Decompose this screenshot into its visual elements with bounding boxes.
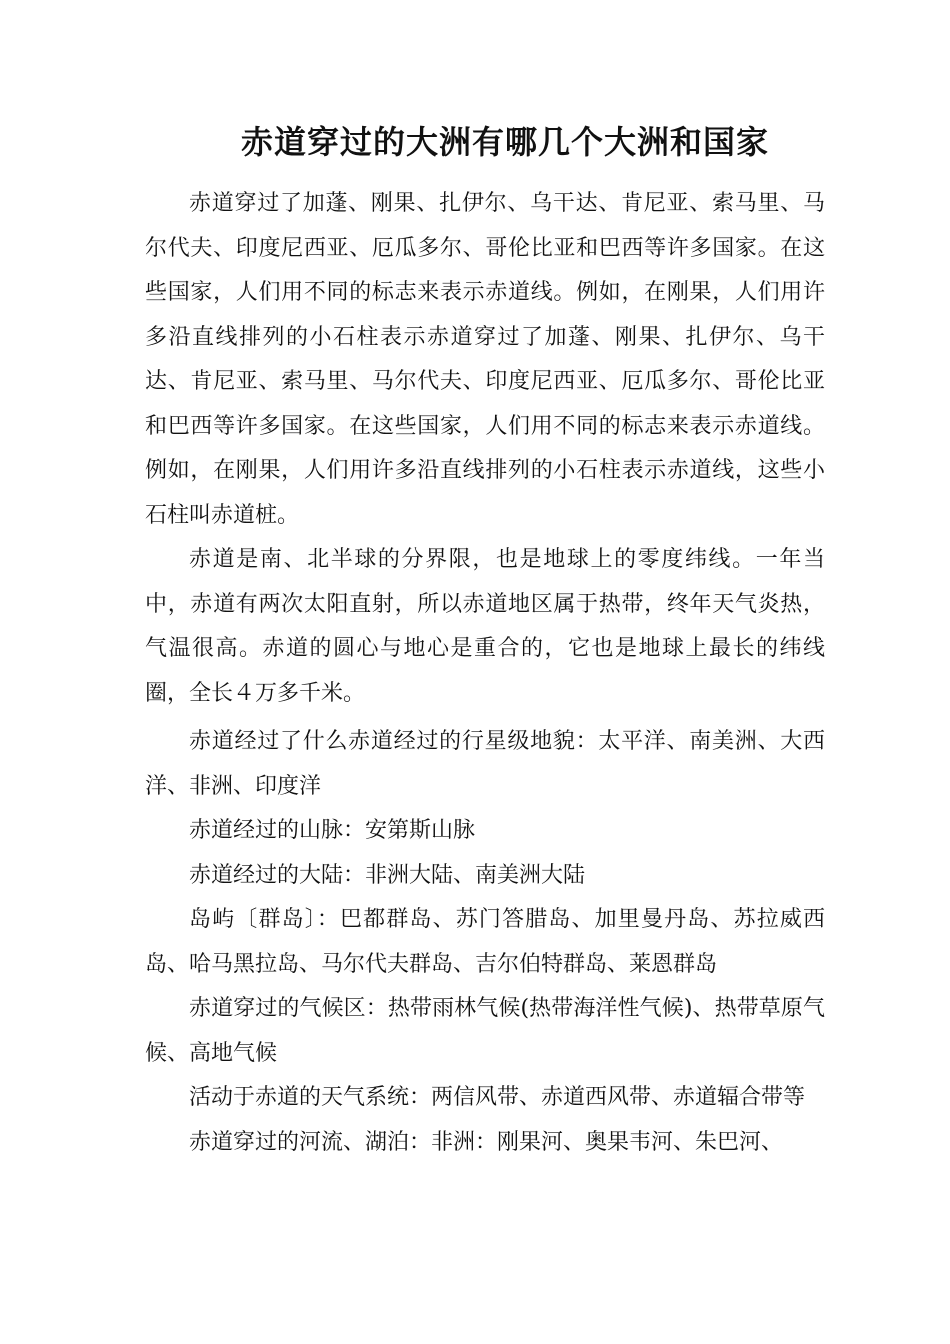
paragraph-continents: 赤道经过的大陆：非洲大陆、南美洲大陆 [189, 862, 586, 888]
paragraph-islands: 岛屿〔群岛〕：巴都群岛、苏门答腊岛、加里曼丹岛、苏拉威西岛、哈马黑拉岛、马尔代夫群岛、吉尔伯特群岛、莱恩群岛 [145, 907, 825, 977]
paragraph-countries: 赤道穿过了加蓬、刚果、扎伊尔、乌干达、肯尼亚、索马里、马尔代夫、印度尼西亚、厄瓜多尔、哥伦比亚和巴西等许多国家。在这些国家，人们用不同的标志来表示赤道线。例如，在刚果，人们用许多沿直线排列的小石柱表示赤道穿过了加蓬、刚果、扎伊尔、乌干达、肯尼亚、索马里、马尔代夫、印度尼西亚、厄瓜多尔、哥伦比亚和巴西等许多国家。在这些国家，人们用不同的标志来表示赤道线。例如，在刚果，人们用许多沿直线排列的小石柱表示赤道线，这些小石柱叫赤道桩。 [145, 191, 825, 528]
paragraph-rivers-lakes: 赤道穿过的河流、湖泊：非洲：刚果河、奥果韦河、朱巴河、 [189, 1129, 784, 1155]
paragraph-mountains: 赤道经过的山脉：安第斯山脉 [189, 818, 476, 843]
document-body [145, 182, 825, 1165]
paragraph-equator-definition: 赤道是南、北半球的分界限，也是地球上的零度纬线。一年当中，赤道有两次太阳直射，所以赤道地区属于热带，终年天气炎热，气温很高。赤道的圆心与地心是重合的，它也是地球上最长的纬线圈，全长４万多千米。 [145, 547, 825, 706]
document-title: 赤道穿过的大洲有哪几个大洲和国家 [240, 123, 769, 161]
paragraph-weather-systems: 活动于赤道的天气系统：两信风带、赤道西风带、赤道辐合带等 [189, 1085, 806, 1110]
paragraph-climate-zones: 赤道穿过的气候区：热带雨林气候(热带海洋性气候)、热带草原气候、高地气候 [145, 996, 825, 1066]
paragraph-landforms: 赤道经过了什么赤道经过的行星级地貌：太平洋、南美洲、大西洋、非洲、印度洋 [145, 729, 825, 799]
